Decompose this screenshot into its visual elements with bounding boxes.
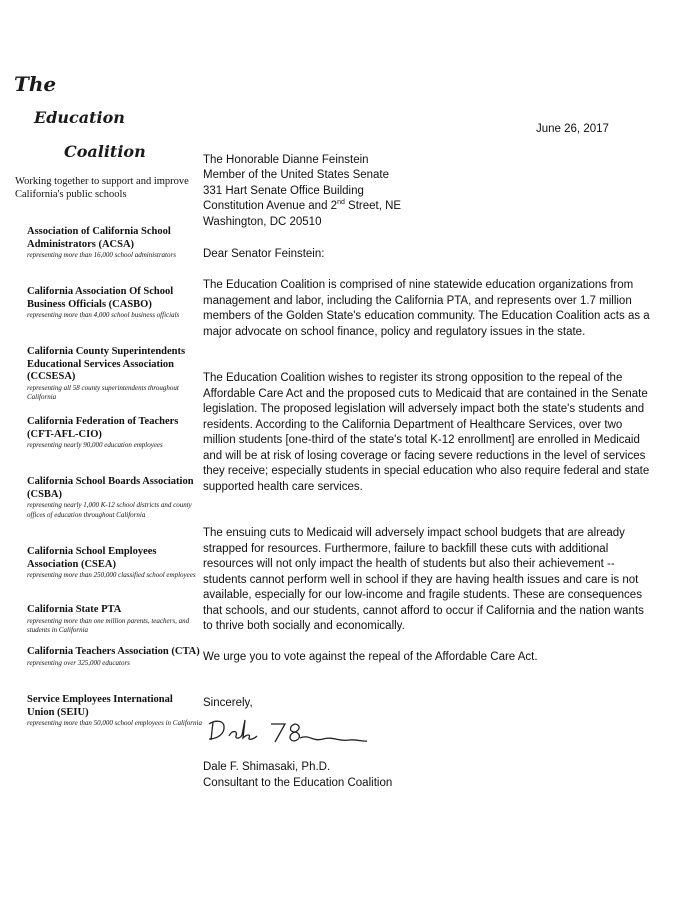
signer-title: Consultant to the Education Coalition bbox=[203, 777, 393, 789]
member-casbo bbox=[27, 286, 202, 321]
street-ordinal: nd bbox=[337, 199, 345, 207]
member-name: California Association Of School Business Officials (CASBO) bbox=[27, 286, 174, 310]
logo-word-coalition: Coalition bbox=[64, 142, 146, 161]
paragraph-1: The Education Coalition is comprised of nine statewide education organizations from management and labor, including the California PTA, and represents over 1.7 million members of the Golden State's education community. The Education Coalition acts as a major advocate on school finance, policy and regulatory issues in the state. bbox=[203, 279, 650, 338]
member-representation: representing over 325,000 educators bbox=[27, 658, 130, 667]
member-representation: representing all 58 county superintendents throughout California bbox=[27, 383, 179, 401]
recipient-address bbox=[203, 153, 503, 230]
paragraph-4: We urge you to vote against the repeal of the Affordable Care Act. bbox=[203, 651, 538, 663]
recipient-city: Washington, DC 20510 bbox=[203, 215, 322, 228]
logo-word-the: The bbox=[14, 72, 57, 96]
coalition-tagline: Working together to support and improve California's public schools bbox=[15, 176, 189, 200]
member-california-state-pta bbox=[27, 604, 202, 636]
member-representation: representing nearly 1,000 K-12 school districts and county offices of education throughout California bbox=[27, 501, 192, 519]
letter-date: June 26, 2017 bbox=[536, 123, 609, 135]
handwritten-signature bbox=[205, 712, 370, 748]
member-name: California School Employees Association (CSEA) bbox=[27, 546, 157, 570]
recipient-building: 331 Hart Senate Office Building bbox=[203, 184, 364, 197]
member-name: Service Employees International Union (SEIU) bbox=[27, 694, 173, 718]
member-ccsesa bbox=[27, 346, 202, 403]
member-representation: representing more than 50,000 school employees in California bbox=[27, 719, 202, 727]
member-name: Association of California School Administrators (ACSA) bbox=[27, 226, 171, 250]
member-representation: representing more than 4,000 school business officials bbox=[27, 311, 180, 319]
street-suffix: Street, NE bbox=[344, 200, 402, 213]
paragraph-3: The ensuing cuts to Medicaid will adversely impact school budgets that are already strapped for resources. Furthermore, failure to backfill these cuts with additional resources will not only impact the health of students but also their achievement -- students cannot perform well in school if they are having health issues and care is not available, especially for our low-income and fragile students. These are consequences that schools, and our students, cannot afford to occur if California and the nation wants to thrive both socially and economically. bbox=[203, 527, 644, 632]
street-name: Constitution Avenue and 2 bbox=[203, 200, 338, 213]
logo-word-education: Education bbox=[34, 108, 125, 127]
paragraph-2: The Education Coalition wishes to register its strong opposition to the repeal of the Affordable Care Act and the proposed cuts to Medicaid that are contained in the Senate legislation. The proposed legislation will adversely impact both the state's students and residents. According to the California Department of Healthcare Services, over two million students [one-third of the state's total K-12 enrollment] are enrolled in Medicaid and will be at risk of losing coverage or facing severe reductions in the level of services they receive; especially students in special education who also require federal and state supported health care services. bbox=[203, 372, 650, 493]
closing: Sincerely, bbox=[203, 697, 253, 709]
member-cft bbox=[27, 416, 202, 451]
member-name: California State PTA bbox=[27, 604, 122, 615]
member-csea bbox=[27, 546, 202, 581]
member-acsa bbox=[27, 226, 202, 261]
member-representation: representing more than one million parents, teachers, and students in California bbox=[27, 616, 190, 634]
education-coalition-logo bbox=[14, 72, 154, 164]
recipient-name: The Honorable Dianne Feinstein bbox=[203, 154, 369, 166]
recipient-street bbox=[203, 199, 503, 214]
member-representation: representing nearly 90,000 education employees bbox=[27, 441, 163, 449]
member-name: California Federation of Teachers (CFT-AFL-CIO) bbox=[27, 416, 179, 440]
member-name: California School Boards Association (CSBA) bbox=[27, 476, 194, 500]
recipient-office: Member of the United States Senate bbox=[203, 169, 390, 182]
member-cta bbox=[27, 646, 202, 668]
salutation: Dear Senator Feinstein: bbox=[203, 248, 325, 260]
member-csba bbox=[27, 476, 202, 520]
member-representation: representing more than 16,000 school administrators bbox=[27, 251, 176, 259]
member-representation: representing more than 250,000 classified school employees bbox=[27, 571, 196, 579]
member-name: California County Superintendents Educational Services Association (CCSESA) bbox=[27, 346, 186, 382]
member-name: California Teachers Association (CTA) bbox=[27, 646, 200, 657]
member-seiu bbox=[27, 694, 202, 729]
signer-name: Dale F. Shimasaki, Ph.D. bbox=[203, 761, 331, 773]
